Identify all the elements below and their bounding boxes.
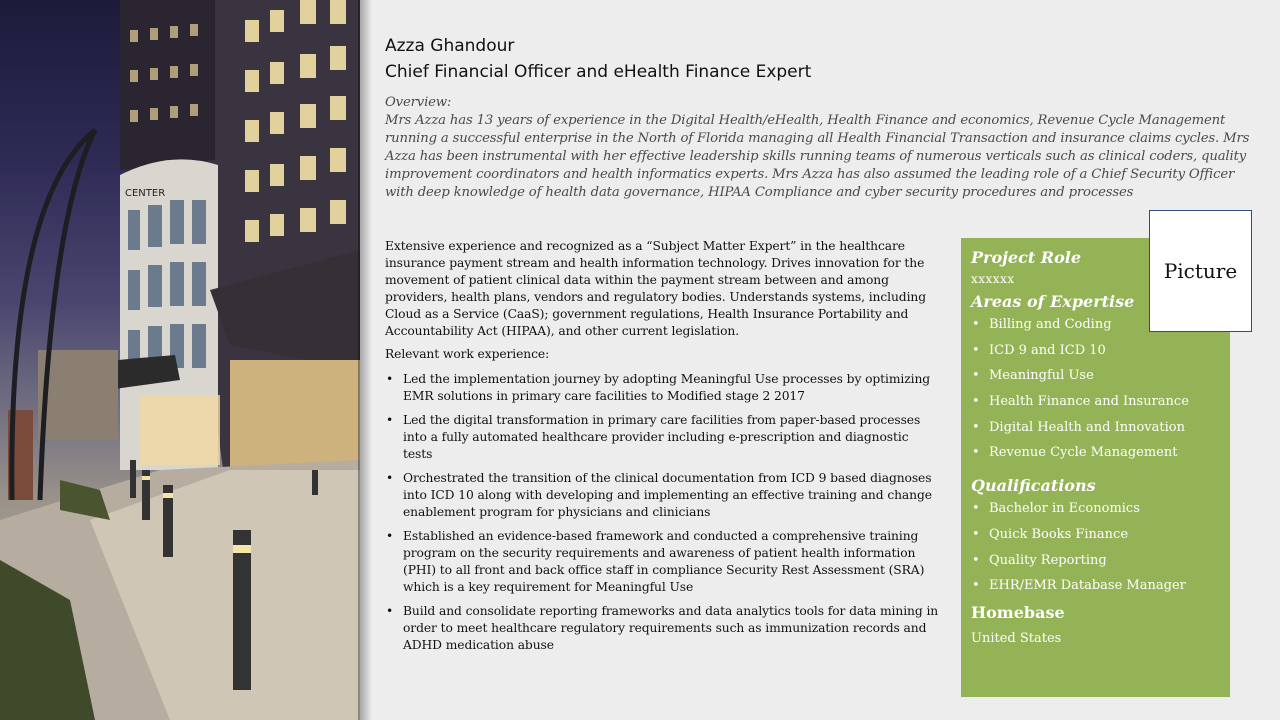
experience-item: • Led the implementation journey by adopting Meaningful Use processes by optimizing EMR solutions in primary care facilities to Modified stage 2 2017 xyxy=(385,371,940,405)
expertise-item: • ICD 9 and ICD 10 xyxy=(971,342,1220,359)
qualification-item: • Quick Books Finance xyxy=(971,526,1220,543)
expertise-item: • Meaningful Use xyxy=(971,367,1220,384)
qualifications-heading: Qualifications xyxy=(971,476,1096,496)
qualification-item: • Bachelor in Economics xyxy=(971,500,1220,517)
experience-list xyxy=(385,371,940,654)
overview-section xyxy=(385,94,1250,202)
homebase-heading: Homebase xyxy=(971,602,1065,622)
building-photo xyxy=(0,0,360,720)
homebase-value: United States xyxy=(971,630,1062,646)
expertise-item: • Revenue Cycle Management xyxy=(971,444,1220,461)
overview-label: Overview: xyxy=(385,95,452,110)
photo-shadow xyxy=(358,0,372,720)
intro-paragraph: Extensive experience and recognized as a “Subject Matter Expert” in the healthcare insurance payment stream and health information technology. Drives innovation for the movement of patient clinical data within the payment stream between and among providers, health plans, vendors and regulatory bodies. Understands systems, including Cloud as a Service (CaaS); government regulations, Health Insurance Portability and Accountability Act (HIPAA), and other current legislation. xyxy=(385,239,926,338)
overview-text: Mrs Azza has 13 years of experience in the Digital Health/eHealth, Health Finance and economics, Revenue Cycle Management running a successful enterprise in the North of Florida managing all Health Financial Transaction and insurance claims cycles. Mrs Azza has been instrumental with her effective leadership skills running teams of numerous verticals such as clinical coders, quality improvement coordinators and health informatics experts. Mrs Azza has also assumed the leading role of a Chief Security Officer with deep knowledge of health data governance, HIPAA Compliance and cyber security procedures and processes xyxy=(385,113,1250,200)
relevant-experience-label: Relevant work experience: xyxy=(385,347,550,361)
experience-item: • Build and consolidate reporting frameworks and data analytics tools for data mining in order to meet healthcare regulatory requirements such as immunization records and ADHD medication abuse xyxy=(385,603,940,654)
qualification-item: • Quality Reporting xyxy=(971,552,1220,569)
experience-item: • Orchestrated the transition of the clinical documentation from ICD 9 based diagnoses into ICD 10 along with developing and implementing an effective training and change enablement program for physicians and clinicians xyxy=(385,470,940,521)
building-illustration xyxy=(0,0,360,720)
project-role-heading: Project Role xyxy=(971,248,1082,267)
building-sign: CENTER xyxy=(125,188,166,199)
expertise-item: • Billing and Coding xyxy=(971,316,1220,333)
qualification-item: • EHR/EMR Database Manager xyxy=(971,577,1220,594)
expertise-item: • Health Finance and Insurance xyxy=(971,393,1220,410)
picture-placeholder[interactable]: Picture xyxy=(1149,210,1252,332)
person-title: Chief Financial Officer and eHealth Finance Expert xyxy=(385,62,812,82)
qualifications-list xyxy=(971,500,1220,594)
person-name: Azza Ghandour xyxy=(385,36,515,56)
expertise-heading: Areas of Expertise xyxy=(971,292,1135,311)
expertise-list xyxy=(971,316,1220,461)
experience-section xyxy=(385,238,940,661)
experience-item: • Established an evidence-based framework and conducted a comprehensive training program on the security requirements and awareness of patient health information (PHI) to all front and back office staff in compliance Security Rest Assessment (SRA) which is a key requirement for Meaningful Use xyxy=(385,528,940,596)
expertise-item: • Digital Health and Innovation xyxy=(971,419,1220,436)
project-role-value: xxxxxx xyxy=(971,272,1015,286)
experience-item: • Led the digital transformation in primary care facilities from paper-based processes into a fully automated healthcare provider including e-prescription and diagnostic tests xyxy=(385,412,940,463)
